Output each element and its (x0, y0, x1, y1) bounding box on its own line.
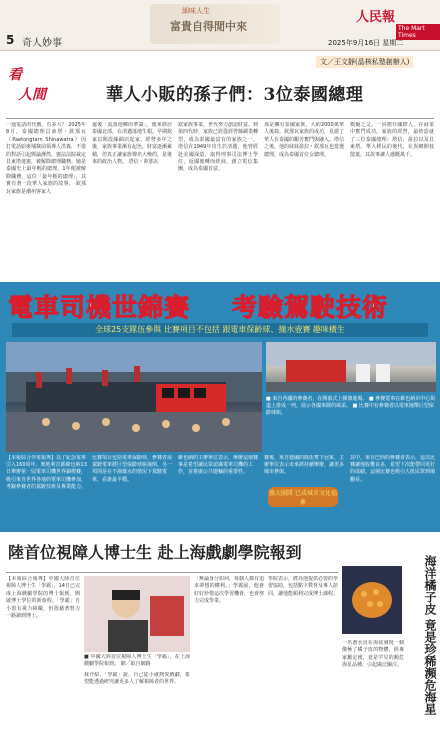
story2-column-2: 比賽項目包括電車保齡球，參賽者需駕駛電車將巨型保齡球瓶撞倒，另一項則是在不潑灑水的情況下駕駛電車，看誰最平穩。 (92, 455, 173, 483)
column-kicker-2: 人間 (18, 87, 46, 103)
story2-column-1: 【本報綜合外電報導】為了紀念電車引入160周年，奧地利首都維也納13日舉辦第一屆電車司機世界錦標賽，吸引來自世界各地的電車司機參加，考驗參賽者的駕駛技術及專業能力。 (6, 455, 87, 490)
newspaper-logo: 人民報 (356, 10, 396, 25)
story3-column-2: 我介紹，「學霸」說，自己從小就熱愛戲劇，希望能透過研究讓更多人了解視障者的世界。 (84, 672, 190, 686)
story3-headline: 陸首位視障人博士生 赴上海戲劇學院報到 (8, 543, 302, 562)
story2-column-4: 賽後，來自德國的隊伍奪下冠軍，主辦單位表示未來將持續舉辦，讓更多城市參與。 (264, 455, 345, 476)
story1-column-3: 欽家族事業，世代努力創造財富。到第四代時，家族已經從經營絲綢業轉型，成為泰國最富有的家族之一。 塔信在1949年出生於清邁，他曾經赴美國深造，取得刑事司法博士學位，返國後轉而經商，創立電信集團，成為泰國首富。 (178, 122, 258, 173)
banner-tag: 細味人生 (182, 7, 210, 15)
story3-column-3: 「無論身分如何，每個人都有追求夢想的權利。」學霸說，他會好好珍惜這次學習機會，也會努力完成學業。 (194, 576, 264, 605)
story2-headline-b: 考驗駕駛技術 (232, 293, 389, 322)
story3-column-4: 學院表示，將為他提供必要的學習協助，包括點字教材及專人陪同，讓他能順利完成博士課程。 (268, 576, 338, 597)
page-number: 5 (6, 33, 15, 47)
newspaper-logo-en: The Mart Times (396, 24, 440, 40)
story2-column-5: 其中，來自巴西的參賽者表示，這次比賽讓他收穫良多，希望下次能帶回更好的成績。這場比賽也吸引大批民眾到場觀看。 (350, 455, 436, 483)
column-kicker-1: 看 (8, 67, 22, 83)
section-name: 奇人妙事 (22, 38, 62, 49)
story1-column-5: 模擬之父，一同擔任國際人，在商業中奮鬥成功。家族的經營，最終造就了三位泰國總理：塔信、盈拉以及貝東塔。華人移民的後代，在異鄉開枝散葉，其故事讓人感慨萬千。 (350, 122, 434, 158)
tram-bowling-photo (266, 342, 436, 392)
story1-headline: 華人小販的孫子們：3位泰國總理 (106, 85, 364, 105)
subheading-pill: 強大團隊 已成城市文化福象 (268, 487, 338, 507)
story3-column-1: 【本報綜合報導】中國大陸首位視障人博士生「學霸」，14日已完成上海戲劇學院的博士報到，開啟博士學位的新旅程。「學霸」自小患有視力障礙，但憑藉著努力一路讀到博士。 (6, 576, 80, 620)
story2-column-3: 維也納的主辦單位表示，舉辦這場賽事是希望讓民眾認識電車司機的工作，並推廣公共運輸的重要性。 (178, 455, 259, 476)
student-portrait-photo (84, 576, 190, 652)
story2-subhead: 全球25支隊伍參與 比賽項目不包括 跟電車保齡球、撞水壺賽 趣味橫生 (12, 323, 428, 337)
tram-parade-photo (6, 342, 262, 452)
side-headline: 海洋橘子皮 竟是珍稀瀕危海星 (423, 554, 437, 716)
divider (6, 572, 338, 573)
story2-headline-a: 電車司機世錦賽 (8, 293, 191, 322)
photo-caption: ■ 來自各國的參賽者，在開幕式上揮旗進場。 ■ 參賽電車在維也納市中心街道上排成一列，展示各國車隊的風采。 ■ 比賽中有參賽者以電車撞擊巨型保齡球瓶。 (266, 396, 436, 416)
side-column: 一名潛水員在海底發現一個像極了橘子皮的物體，經專家鑑定後，竟是罕見的瀕危海星品種，引起廣泛關注。 (342, 640, 404, 669)
story1-column-2: 還後「流落他鄉的華裔」，後來移居泰國北部，在清邁落地生根。早期欽家以開設絲綢店起家，經營多年之後，家族事業漸有起色，財富逐漸累積，但真正讓家族聲名大噪的，是後來的政治人物。 塔信・欽那瓦 (92, 122, 172, 166)
portrait-caption: ■ 中國大陸首位視障人博士生「學霸」，在上海戲劇學院報到。 網／取自網路 (84, 654, 190, 667)
orange-starfish-photo (342, 566, 402, 634)
issue-date: 2025年9月16日 星期二 (328, 39, 404, 47)
divider (6, 118, 434, 119)
story1-column-1: 一通電話的代價，有多大？ 2025年8月，泰國總理貝東塔・欽那瓦（Paetongtarn Shinawatra）因打電話給柬埔寨前領導人洪森，不當的對話引起輿論譁然，憲法法院裁定貝東塔違憲，被解除總理職務。她是泰國史上最年輕的總理，1年便被解除職務，這位「最年輕的總理」，其實有著一段華人家族的故事。 欽那瓦家族是潮州客家人 (6, 122, 86, 195)
byline: 文／王文靜(晶核私塾創辦人) (316, 56, 413, 68)
banner-title: 富貴自得閒中來 (170, 20, 247, 33)
story1-column-4: 那是擁有泰國家族，大約2000萬華人後裔。欽那瓦家族的成功，見證了華人在泰國的艱苦奮鬥與融入。塔信之後，他的妹妹盈拉・欽那瓦也當選總理，成為泰國首位女總理。 (264, 122, 344, 158)
